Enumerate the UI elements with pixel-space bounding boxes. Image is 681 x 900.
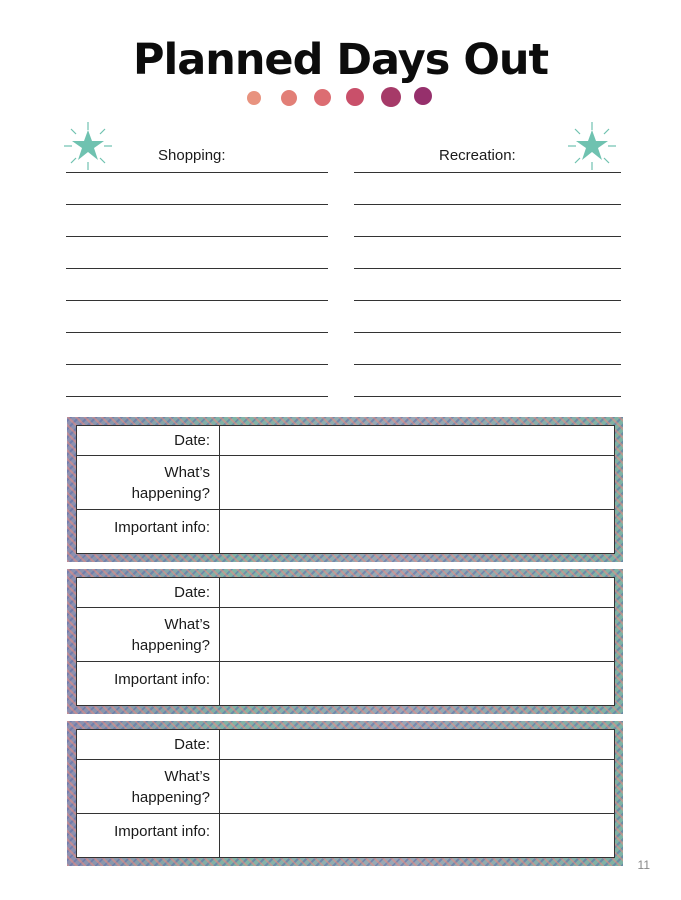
accent-dot — [381, 87, 401, 107]
info-field[interactable] — [220, 510, 614, 553]
write-line[interactable] — [66, 364, 328, 365]
shopping-heading: Shopping: — [158, 147, 226, 164]
happening-label-line1: What’s — [164, 615, 210, 633]
write-line[interactable] — [354, 172, 621, 173]
accent-dot — [346, 88, 364, 106]
happening-label-line1: What’s — [164, 767, 210, 785]
date-label: Date: — [77, 426, 220, 456]
happening-label-line2: happening? — [131, 636, 210, 654]
page-title: Planned Days Out — [132, 35, 549, 85]
happening-label-line1: What’s — [164, 463, 210, 481]
happening-label — [77, 760, 220, 814]
write-line[interactable] — [66, 172, 328, 173]
starburst-icon — [62, 120, 114, 172]
info-label: Important info: — [77, 510, 220, 553]
starburst-icon — [566, 120, 618, 172]
recreation-heading: Recreation: — [439, 147, 516, 164]
write-line[interactable] — [354, 332, 621, 333]
happening-label — [77, 608, 220, 662]
info-field[interactable] — [220, 814, 614, 857]
page-number: 11 — [637, 858, 650, 872]
date-label: Date: — [77, 578, 220, 608]
event-form — [67, 417, 623, 562]
date-field[interactable] — [220, 730, 614, 760]
date-field[interactable] — [220, 426, 614, 456]
write-line[interactable] — [66, 396, 328, 397]
accent-dot — [281, 90, 297, 106]
event-form — [67, 569, 623, 714]
write-line[interactable] — [354, 364, 621, 365]
accent-dot — [314, 89, 331, 106]
happening-label — [77, 456, 220, 510]
write-line[interactable] — [354, 396, 621, 397]
write-line[interactable] — [66, 236, 328, 237]
write-line[interactable] — [354, 268, 621, 269]
happening-label-line2: happening? — [131, 484, 210, 502]
write-line[interactable] — [354, 300, 621, 301]
event-form — [67, 721, 623, 866]
info-field[interactable] — [220, 662, 614, 705]
write-line[interactable] — [66, 204, 328, 205]
date-label: Date: — [77, 730, 220, 760]
accent-dot — [247, 91, 261, 105]
date-field[interactable] — [220, 578, 614, 608]
accent-dots — [0, 0, 681, 110]
info-label: Important info: — [77, 814, 220, 857]
happening-field[interactable] — [220, 456, 614, 510]
write-line[interactable] — [354, 204, 621, 205]
info-label: Important info: — [77, 662, 220, 705]
write-line[interactable] — [66, 332, 328, 333]
happening-field[interactable] — [220, 608, 614, 662]
write-line[interactable] — [66, 300, 328, 301]
happening-field[interactable] — [220, 760, 614, 814]
write-line[interactable] — [66, 268, 328, 269]
accent-dot — [414, 87, 432, 105]
write-line[interactable] — [354, 236, 621, 237]
happening-label-line2: happening? — [131, 788, 210, 806]
